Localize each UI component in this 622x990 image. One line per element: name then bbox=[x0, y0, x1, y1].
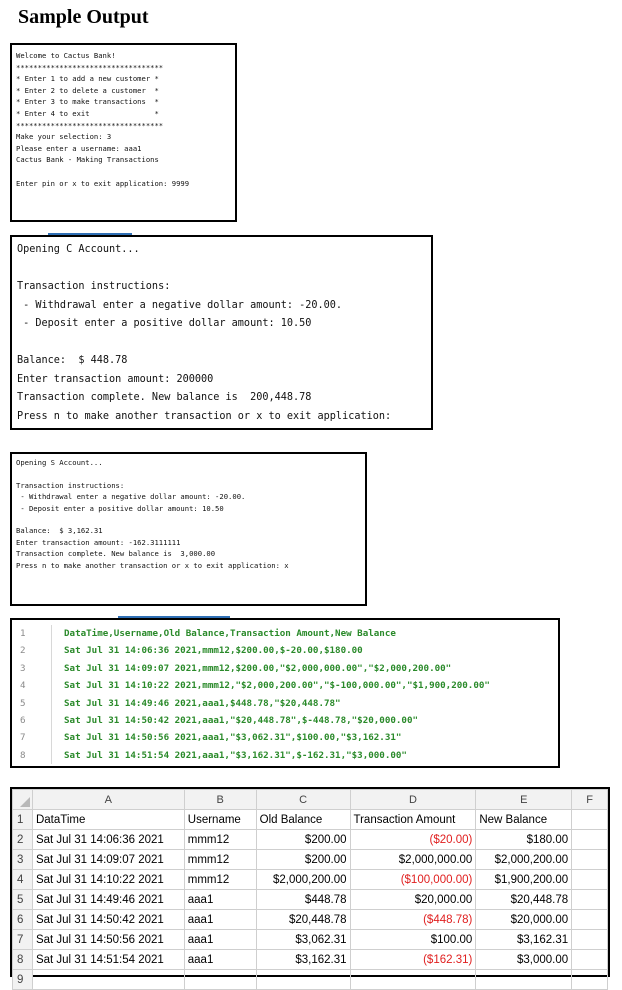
terminal-line bbox=[17, 260, 431, 279]
cell[interactable]: New Balance bbox=[476, 810, 572, 830]
terminal-line: Press n to make another transaction or x to exit application: x bbox=[16, 560, 289, 570]
code-line[interactable] bbox=[12, 660, 558, 677]
cell[interactable] bbox=[572, 890, 608, 910]
terminal-line: Opening C Account... bbox=[17, 244, 140, 255]
code-text: Sat Jul 31 14:50:56 2021,aaa1,"$3,062.31",$100.00,"$3,162.31" bbox=[64, 732, 402, 744]
terminal-line: Balance: $ 448.78 bbox=[17, 355, 128, 366]
cell[interactable] bbox=[572, 970, 608, 990]
terminal-line bbox=[16, 468, 365, 479]
row-header[interactable]: 8 bbox=[13, 950, 33, 970]
cell[interactable]: Sat Jul 31 14:51:54 2021 bbox=[32, 950, 184, 970]
terminal-line: Cactus Bank - Making Transactions bbox=[16, 155, 159, 165]
cell[interactable]: $20,000.00 bbox=[350, 890, 476, 910]
line-number: 3 bbox=[12, 660, 52, 677]
column-header-b[interactable]: B bbox=[184, 790, 256, 810]
terminal-line: ********************************** bbox=[16, 120, 164, 130]
column-header-d[interactable]: D bbox=[350, 790, 476, 810]
csv-editor[interactable] bbox=[10, 618, 560, 768]
code-text: Sat Jul 31 14:51:54 2021,aaa1,"$3,162.31",$-162.31,"$3,000.00" bbox=[64, 749, 407, 761]
cell[interactable]: aaa1 bbox=[184, 910, 256, 930]
terminal-line: ********************************** bbox=[16, 62, 164, 72]
terminal-line: * Enter 2 to delete a customer * bbox=[16, 85, 159, 95]
table-row bbox=[13, 970, 608, 990]
cell[interactable]: $200.00 bbox=[256, 850, 350, 870]
row-header[interactable]: 1 bbox=[13, 810, 33, 830]
cell[interactable]: Username bbox=[184, 810, 256, 830]
terminal-line: - Deposit enter a positive dollar amount: 10.50 bbox=[17, 318, 312, 329]
cell[interactable] bbox=[572, 930, 608, 950]
code-text: Sat Jul 31 14:50:42 2021,aaa1,"$20,448.78",$-448.78,"$20,000.00" bbox=[64, 714, 419, 726]
spreadsheet-grid bbox=[12, 789, 608, 990]
cell[interactable]: Transaction Amount bbox=[350, 810, 476, 830]
cell[interactable]: mmm12 bbox=[184, 870, 256, 890]
cell[interactable] bbox=[256, 970, 350, 990]
terminal-line: - Deposit enter a positive dollar amount: 10.50 bbox=[16, 503, 224, 513]
cell[interactable] bbox=[350, 970, 476, 990]
line-number: 2 bbox=[12, 642, 52, 659]
cell[interactable]: $3,162.31 bbox=[476, 930, 572, 950]
table-row bbox=[13, 930, 608, 950]
column-header-c[interactable]: C bbox=[256, 790, 350, 810]
code-line[interactable] bbox=[12, 729, 558, 746]
cell[interactable]: ($100,000.00) bbox=[350, 870, 476, 890]
table-row bbox=[13, 890, 608, 910]
cell[interactable]: ($162.31) bbox=[350, 950, 476, 970]
terminal-line: Enter transaction amount: -162.3111111 bbox=[16, 537, 181, 547]
cell[interactable] bbox=[572, 810, 608, 830]
code-line[interactable] bbox=[12, 625, 558, 642]
code-text: Sat Jul 31 14:10:22 2021,mmm12,"$2,000,200.00","$-100,000.00","$1,900,200.00" bbox=[64, 680, 490, 692]
code-line[interactable] bbox=[12, 712, 558, 729]
terminal-line: Transaction instructions: bbox=[17, 281, 171, 292]
cell[interactable]: $20,448.78 bbox=[476, 890, 572, 910]
code-line[interactable] bbox=[12, 747, 558, 764]
terminal-line: Enter transaction amount: 200000 bbox=[17, 373, 214, 385]
cell[interactable]: $3,000.00 bbox=[476, 950, 572, 970]
cell[interactable]: Sat Jul 31 14:06:36 2021 bbox=[32, 830, 184, 850]
table-row bbox=[13, 950, 608, 970]
line-number: 7 bbox=[12, 729, 52, 746]
code-text: Sat Jul 31 14:09:07 2021,mmm12,$200.00,"$2,000,000.00","$2,000,200.00" bbox=[64, 662, 452, 674]
terminal-line: Transaction complete. New balance is 200,448.78 bbox=[17, 392, 312, 403]
cell[interactable]: aaa1 bbox=[184, 890, 256, 910]
terminal-line: Press n to make another transaction or x to exit application: bbox=[17, 410, 392, 422]
terminal-line: * Enter 3 to make transactions * bbox=[16, 97, 159, 107]
cell[interactable] bbox=[476, 970, 572, 990]
cell[interactable]: aaa1 bbox=[184, 930, 256, 950]
row-header[interactable]: 6 bbox=[13, 910, 33, 930]
terminal-line: - Withdrawal enter a negative dollar amount: -20.00. bbox=[17, 299, 343, 311]
row-header[interactable]: 4 bbox=[13, 870, 33, 890]
terminal-line bbox=[16, 166, 235, 178]
cell[interactable] bbox=[572, 830, 608, 850]
cell[interactable] bbox=[572, 850, 608, 870]
line-number: 6 bbox=[12, 712, 52, 729]
cell[interactable] bbox=[572, 910, 608, 930]
cell[interactable]: $3,062.31 bbox=[256, 930, 350, 950]
code-text: DataTime,Username,Old Balance,Transaction Amount,New Balance bbox=[64, 628, 396, 639]
cell[interactable]: $2,000,200.00 bbox=[256, 870, 350, 890]
cell[interactable]: $180.00 bbox=[476, 830, 572, 850]
cell[interactable]: $100.00 bbox=[350, 930, 476, 950]
table-row bbox=[13, 830, 608, 850]
table-row bbox=[13, 910, 608, 930]
select-all-corner[interactable] bbox=[13, 790, 33, 810]
spreadsheet bbox=[10, 787, 610, 986]
cell[interactable]: Sat Jul 31 14:10:22 2021 bbox=[32, 870, 184, 890]
terminal-line bbox=[17, 334, 431, 353]
terminal-line: Opening S Account... bbox=[16, 458, 103, 467]
column-header-f[interactable]: F bbox=[572, 790, 608, 810]
cell[interactable]: Old Balance bbox=[256, 810, 350, 830]
table-row bbox=[13, 870, 608, 890]
terminal-line: * Enter 4 to exit * bbox=[16, 108, 159, 118]
code-line[interactable] bbox=[12, 695, 558, 712]
cell[interactable]: Sat Jul 31 14:49:46 2021 bbox=[32, 890, 184, 910]
column-header-e[interactable]: E bbox=[476, 790, 572, 810]
cell[interactable]: $2,000,000.00 bbox=[350, 850, 476, 870]
terminal-line: Please enter a username: aaa1 bbox=[16, 143, 142, 153]
code-line[interactable] bbox=[12, 642, 558, 659]
table-row bbox=[13, 850, 608, 870]
row-header[interactable]: 9 bbox=[13, 970, 33, 990]
cell[interactable]: ($448.78) bbox=[350, 910, 476, 930]
menu-terminal bbox=[10, 43, 237, 222]
cell[interactable]: aaa1 bbox=[184, 950, 256, 970]
terminal-line: Make your selection: 3 bbox=[16, 132, 112, 142]
row-header[interactable]: 2 bbox=[13, 830, 33, 850]
line-number: 1 bbox=[12, 625, 52, 642]
cell[interactable]: $1,900,200.00 bbox=[476, 870, 572, 890]
terminal-line: - Withdrawal enter a negative dollar amount: -20.00. bbox=[16, 492, 246, 502]
cell[interactable]: $3,162.31 bbox=[256, 950, 350, 970]
terminal-line: Welcome to Cactus Bank! bbox=[16, 51, 116, 60]
terminal-line: Transaction instructions: bbox=[16, 480, 125, 490]
cell[interactable] bbox=[572, 950, 608, 970]
line-number: 4 bbox=[12, 677, 52, 694]
cell[interactable]: mmm12 bbox=[184, 830, 256, 850]
cell[interactable] bbox=[32, 970, 184, 990]
row-header[interactable]: 3 bbox=[13, 850, 33, 870]
terminal-line: Enter pin or x to exit application: 9999 bbox=[16, 178, 190, 188]
cell[interactable]: Sat Jul 31 14:50:56 2021 bbox=[32, 930, 184, 950]
terminal-line: Balance: $ 3,162.31 bbox=[16, 526, 103, 536]
code-text: Sat Jul 31 14:06:36 2021,mmm12,$200.00,$-20.00,$180.00 bbox=[64, 645, 363, 657]
terminal-line: * Enter 1 to add a new customer * bbox=[16, 74, 159, 84]
column-header-a[interactable]: A bbox=[32, 790, 184, 810]
table-row bbox=[13, 810, 608, 830]
terminal-line: Transaction complete. New balance is 3,000.00 bbox=[16, 549, 216, 559]
row-header[interactable]: 5 bbox=[13, 890, 33, 910]
cell[interactable]: mmm12 bbox=[184, 850, 256, 870]
code-line[interactable] bbox=[12, 677, 558, 694]
cell[interactable]: $448.78 bbox=[256, 890, 350, 910]
cell[interactable]: $2,000,200.00 bbox=[476, 850, 572, 870]
cell[interactable]: Sat Jul 31 14:09:07 2021 bbox=[32, 850, 184, 870]
line-number: 5 bbox=[12, 695, 52, 712]
cell[interactable]: Sat Jul 31 14:50:42 2021 bbox=[32, 910, 184, 930]
cell[interactable] bbox=[184, 970, 256, 990]
cell[interactable]: ($20.00) bbox=[350, 830, 476, 850]
terminal-line bbox=[16, 514, 365, 525]
code-text: Sat Jul 31 14:49:46 2021,aaa1,$448.78,"$20,448.78" bbox=[64, 697, 341, 709]
line-number: 8 bbox=[12, 747, 52, 764]
cell[interactable]: $200.00 bbox=[256, 830, 350, 850]
checking-account-terminal bbox=[10, 235, 433, 430]
cell[interactable]: $20,448.78 bbox=[256, 910, 350, 930]
row-header[interactable]: 7 bbox=[13, 930, 33, 950]
page-title: Sample Output bbox=[18, 6, 149, 28]
cell[interactable]: DataTime bbox=[32, 810, 184, 830]
cell[interactable]: $20,000.00 bbox=[476, 910, 572, 930]
savings-account-terminal bbox=[10, 452, 367, 606]
cell[interactable] bbox=[572, 870, 608, 890]
